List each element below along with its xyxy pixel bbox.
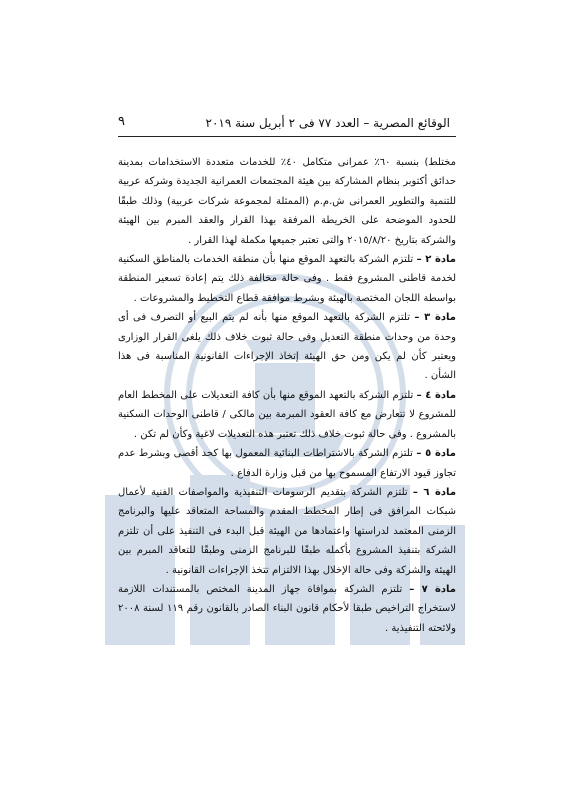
- article-4-label: مادة ٤ –: [416, 389, 457, 401]
- article-4-text: تلتزم الشركة بالتعهد الموقع منها بأن كافة التعديلات على المخطط العام للمشروع لا تتعارض مع كافة العقود المبرمة بين مالكى / قاطنى الوحدات السكنية بالمشروع . وفى حالة ثبوت خلاف ذلك تعتبر هذه التعديلات لاغية وكأن لم تكن .: [118, 389, 456, 440]
- article-5: [118, 444, 456, 483]
- article-6-label: مادة ٦ –: [412, 486, 457, 498]
- page-number: ٩: [118, 114, 125, 129]
- article-3: [118, 308, 456, 386]
- intro-paragraph: مختلط) بنسبة ٦٠٪ عمرانى متكامل ٤٠٪ للخدمات متعددة الاستخدامات بمدينة حدائق أكتوبر بنظام المشاركة بين هيئة المجتمعات العمرانية الجديدة وشركة عربية للتنمية والتطوير العمرانى ش.م.م (الممثلة لمجموعة شركات عربية) وذلك طبقًا للحدود الموضحة على الخريطة المرفقة بهذا القرار والعقد المبرم بين الهيئة والشركة بتاريخ ٢٠١٥/٨/٢٠ والتى تعتبر جميعها مكملة لهذا القرار .: [118, 157, 456, 246]
- article-5-text: تلتزم الشركة بالاشتراطات البنائية المعمول بها كحد أقصى وبشرط عدم تجاوز قيود الارتفاع المسموح بها من قبل وزارة الدفاع .: [118, 448, 456, 479]
- article-7-text: تلتزم الشركة بموافاة جهاز المدينة المختص بالمستندات اللازمة لاستخراج التراخيص طبقا لأحكام قانون البناء الصادر بالقانون رقم ١١٩ لسنة ٢٠٠٨ ولائحته التنفيذية .: [118, 583, 456, 634]
- page-header: [118, 112, 456, 137]
- article-3-label: مادة ٣ –: [414, 312, 457, 324]
- article-4: [118, 386, 456, 444]
- article-3-text: تلتزم الشركة بالتعهد الموقع منها بأنه لم يتم البيع أو التصرف فى أى وحدة من وحدات منطقة التعديل وفى حالة ثبوت خلاف ذلك يلغى القرار الوزارى ويعتبر كأن لم يكن ومن حق الهيئة إتخاذ الإجراءات القانونية المناسبة فى هذا الشأن .: [118, 312, 456, 382]
- article-2-label: مادة ٢ –: [416, 254, 456, 266]
- article-6-text: تلتزم الشركة بتقديم الرسومات التنفيذية والمواصفات الفنية لأعمال شبكات المرافق فى إطار المخطط المقدم والمساحة المتعاقد عليها والبرنامج الزمنى المعتمد لدراستها واعتمادها من الهيئة قبل البدء فى التنفيذ على أن تلتزم الشركة بتنفيذ المشروع بأكمله طبقًا للبرنامج الزمنى وطبقًا للتعاقد المبرم بين الهيئة والشركة وفى حالة الإخلال بهذا الالتزام تتخذ الإجراءات القانونية .: [118, 486, 456, 576]
- article-2-text: تلتزم الشركة بالتعهد الموقع منها بأن منطقة الخدمات بالمناطق السكنية لخدمة قاطنى المشروع فقط . وفى حالة مخالفة ذلك يتم إعادة تسعير المنطقة بواسطة اللجان المختصة بالهيئة وبشرط موافقة قطاع التخطيط والمشروعات .: [118, 254, 456, 304]
- article-2: [118, 250, 456, 308]
- document-body: [118, 153, 456, 638]
- article-7-label: مادة ٧ –: [409, 583, 456, 595]
- header-title: الوقائع المصرية – العدد ٧٧ فى ٢ أبريل سنة ٢٠١٩: [205, 116, 450, 130]
- article-5-label: مادة ٥ –: [416, 448, 456, 460]
- article-6: [118, 483, 456, 580]
- article-7: [118, 580, 456, 638]
